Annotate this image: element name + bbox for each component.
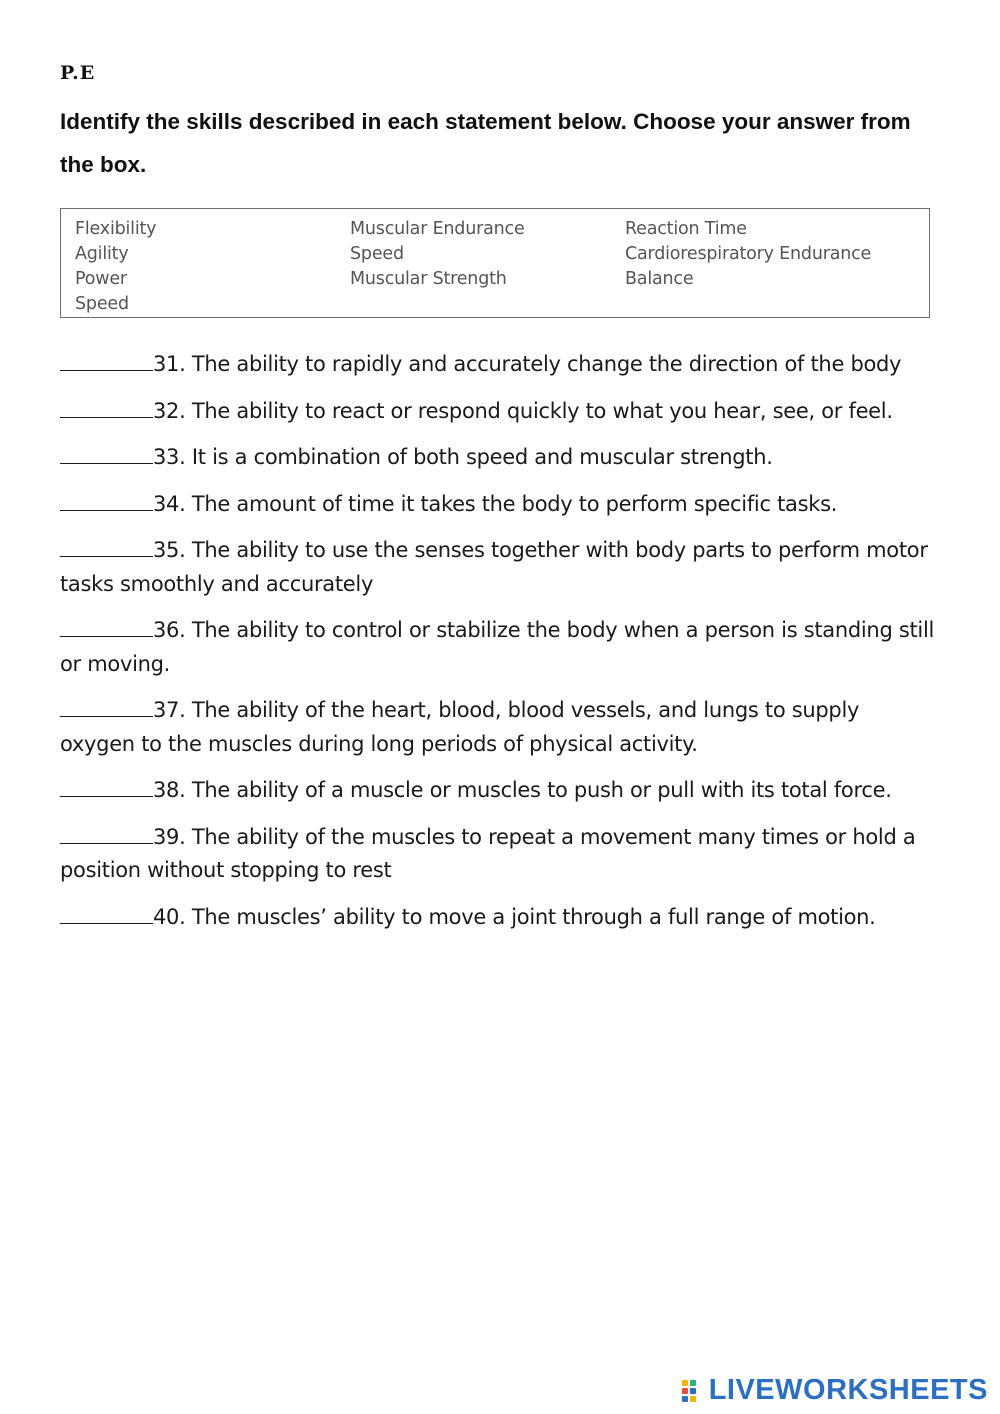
answer-blank-34[interactable] [60, 488, 153, 511]
word-option: Agility [75, 244, 129, 264]
word-option: Balance [625, 269, 694, 289]
question-text: 32. The ability to react or respond quickly to what you hear, see, or feel. [153, 398, 893, 423]
word-option: Muscular Endurance [350, 219, 525, 239]
question-37 [60, 694, 940, 761]
question-text: 37. The ability of the heart, blood, blood vessels, and lungs to supply oxygen to the muscles during long periods of physical activity. [60, 698, 860, 756]
question-36 [60, 614, 940, 681]
word-option: Cardiorespiratory Endurance [625, 244, 872, 264]
question-text: 33. It is a combination of both speed and muscular strength. [153, 445, 773, 469]
question-35 [60, 534, 940, 601]
word-option: Power [75, 269, 127, 289]
answer-blank-32[interactable] [60, 395, 153, 418]
subject-heading: P.E [60, 62, 96, 84]
answer-blank-35[interactable] [60, 534, 153, 557]
answer-blank-39[interactable] [60, 821, 153, 844]
word-column [350, 217, 525, 292]
word-column [625, 217, 871, 292]
question-text: 36. The ability to control or stabilize the body when a person is standing still or moving. [60, 618, 935, 676]
answer-blank-38[interactable] [60, 774, 153, 797]
question-40 [60, 901, 940, 935]
question-text: 39. The ability of the muscles to repeat a movement many times or hold a position without stopping to rest [60, 824, 916, 882]
question-text: 34. The amount of time it takes the body to perform specific tasks. [153, 491, 838, 516]
question-32 [60, 395, 940, 429]
word-option: Muscular Strength [350, 269, 507, 289]
answer-blank-37[interactable] [60, 694, 153, 717]
word-option: Reaction Time [625, 219, 747, 239]
brand-text: LIVEWORKSHEETS [708, 1374, 988, 1406]
word-option: Flexibility [75, 219, 157, 239]
question-list [60, 348, 940, 947]
answer-blank-40[interactable] [60, 901, 153, 924]
word-column [75, 217, 156, 317]
question-31 [60, 348, 940, 382]
question-text: 40. The muscles’ ability to move a joint through a full range of motion. [153, 904, 876, 929]
question-38 [60, 774, 940, 808]
word-option: Speed [350, 244, 404, 264]
answer-blank-36[interactable] [60, 614, 153, 637]
instructions: Identify the skills described in each statement below. Choose your answer from the box. [60, 109, 911, 177]
liveworksheets-brand [681, 1374, 988, 1407]
answer-blank-33[interactable] [60, 441, 153, 464]
word-option: Speed [75, 294, 129, 314]
question-34 [60, 488, 940, 522]
liveworksheets-logo-icon [681, 1378, 707, 1404]
question-text: 38. The ability of a muscle or muscles to push or pull with its total force. [153, 778, 892, 802]
question-33 [60, 441, 940, 475]
word-box [60, 208, 930, 318]
question-text: 35. The ability to use the senses together with body parts to perform motor tasks smoothly and accurately [60, 538, 928, 596]
question-text: 31. The ability to rapidly and accurately change the direction of the body [153, 352, 902, 376]
answer-blank-31[interactable] [60, 348, 153, 371]
question-39 [60, 821, 940, 888]
